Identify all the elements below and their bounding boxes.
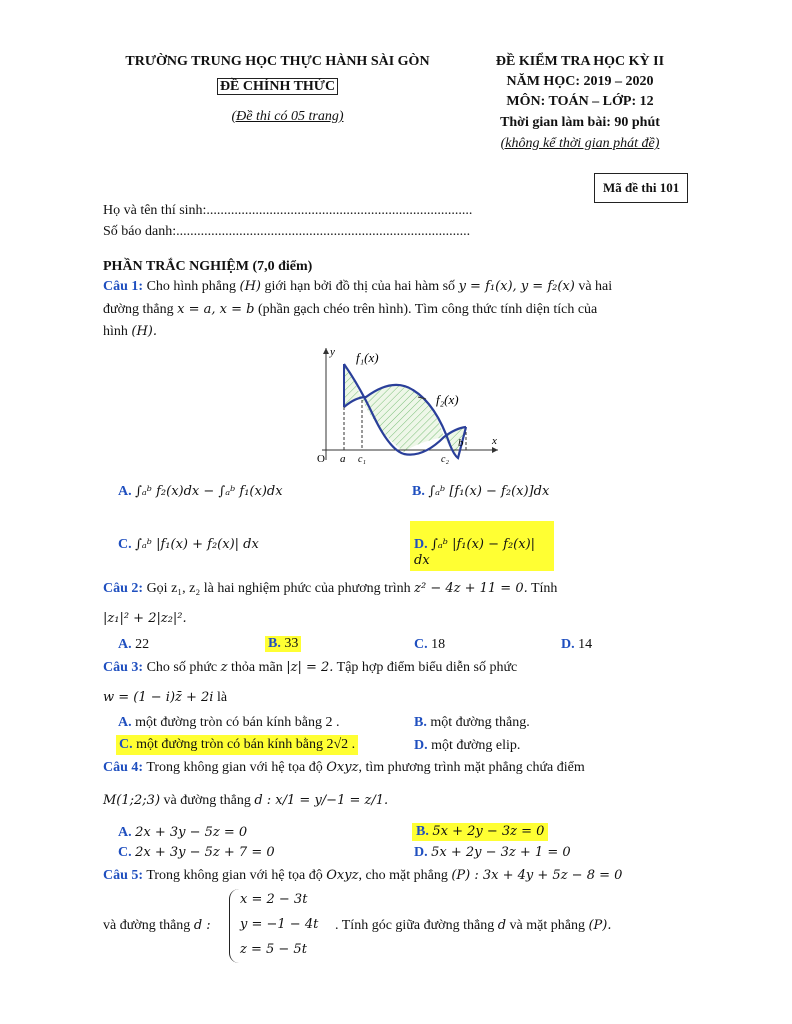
q5-text5: và mặt phẳng bbox=[509, 918, 585, 933]
x-axis-arrow bbox=[492, 447, 498, 453]
label-o: O bbox=[317, 453, 325, 465]
q2-expr: |z₁|² + 2|z₂|². bbox=[103, 611, 187, 626]
q3-cond: |z| = 2. bbox=[286, 660, 334, 675]
q3-b-label: B. bbox=[414, 715, 427, 730]
q5-brace bbox=[229, 889, 240, 963]
q1-option-a bbox=[118, 484, 283, 500]
q4-line1 bbox=[103, 760, 691, 776]
q1-line1 bbox=[103, 279, 691, 295]
q4-text2: , tìm phương trình mặt phẳng chứa điểm bbox=[358, 760, 585, 775]
student-name-line: Họ và tên thí sinh:............................................................................ bbox=[103, 203, 473, 218]
q1-b-text: ∫ₐᵇ [f₁(x) − f₂(x)]dx bbox=[428, 484, 550, 499]
q1-text-c: và hai bbox=[578, 279, 613, 294]
q4-a-text: 2x + 3y − 5z = 0 bbox=[135, 825, 248, 840]
q4-text: Trong không gian với hệ tọa độ bbox=[146, 760, 323, 775]
q4-option-c bbox=[118, 845, 275, 861]
q4-d-label: D. bbox=[414, 845, 428, 860]
exam-code: Mã đề thi 101 bbox=[594, 173, 688, 203]
q1-d-text: ∫ₐᵇ |f₁(x) − f₂(x)| dx bbox=[414, 537, 536, 568]
label-c2: c₂ bbox=[441, 454, 449, 465]
q2-line1 bbox=[103, 581, 691, 597]
q1-a-label: A. bbox=[118, 484, 132, 499]
q4-d: d : x/1 = y/−1 = z/1. bbox=[254, 793, 389, 808]
q3-label: Câu 3: bbox=[103, 660, 144, 675]
q5-line2-lead bbox=[103, 918, 211, 934]
school-year: NĂM HỌC: 2019 – 2020 bbox=[506, 74, 654, 89]
q3-line2 bbox=[103, 690, 227, 706]
q3-w: w = (1 − i)z̄ + 2i bbox=[103, 690, 214, 705]
q1-line3 bbox=[103, 324, 157, 340]
q1-b-label: B. bbox=[412, 484, 425, 499]
q5-d2: d bbox=[497, 918, 507, 933]
q3-c-text: một đường tròn có bán kính bằng 2√2 . bbox=[136, 737, 356, 752]
q2-d-value: 14 bbox=[578, 637, 593, 652]
q1-h: (H) bbox=[239, 279, 261, 294]
q4-b-label: B. bbox=[416, 824, 429, 839]
label-x: x bbox=[492, 435, 497, 447]
duration-note bbox=[470, 136, 690, 152]
q1-line2-a: đường thẳng bbox=[103, 302, 174, 317]
q2-b-label: B. bbox=[268, 636, 281, 651]
q3-d-text: một đường elip. bbox=[431, 738, 521, 753]
q3-b-text: một đường thẳng. bbox=[430, 715, 530, 730]
label-y: y bbox=[330, 346, 335, 358]
q5-p2: (P). bbox=[588, 918, 612, 933]
exam-title: ĐỀ KIỂM TRA HỌC KỲ II bbox=[495, 54, 665, 69]
q3-text: Cho số phức bbox=[146, 660, 218, 675]
q2-a-value: 22 bbox=[135, 637, 150, 652]
q3-text3: Tập hợp điểm biểu diễn số phức bbox=[336, 660, 518, 675]
y-axis-arrow bbox=[323, 348, 329, 354]
q2-text: Gọi z₁, z₂ là hai nghiệm phức của phương trình bbox=[146, 581, 411, 596]
q2-b-value: 33 bbox=[284, 636, 299, 651]
q3-text2: thỏa mãn bbox=[231, 660, 283, 675]
q2-option-d bbox=[561, 637, 592, 653]
q1-option-b bbox=[412, 484, 549, 500]
q2-option-a bbox=[118, 637, 149, 653]
q4-option-d bbox=[414, 845, 571, 861]
q3-option-c bbox=[116, 735, 358, 755]
q3-c-label: C. bbox=[119, 737, 133, 752]
q2-text2: Tính bbox=[530, 581, 558, 596]
q2-option-c bbox=[414, 637, 445, 653]
q4-option-a bbox=[118, 825, 247, 841]
student-id-line: Số báo danh:.................................................................................... bbox=[103, 224, 471, 239]
q4-a-label: A. bbox=[118, 825, 132, 840]
q2-d-label: D. bbox=[561, 637, 575, 652]
q1-lines: x = a, x = b bbox=[177, 302, 255, 317]
q5-line2-tail bbox=[335, 918, 611, 934]
q5-system-2: y = −1 − 4t bbox=[240, 917, 319, 932]
q5-p: (P) : 3x + 4y + 5z − 8 = 0 bbox=[451, 868, 623, 883]
q3-line1 bbox=[103, 660, 691, 676]
q3-a-text: một đường tròn có bán kính bằng 2 . bbox=[135, 715, 340, 730]
q5-d: d : bbox=[193, 918, 211, 933]
pages-note-text: (Đề thi có 05 trang) bbox=[231, 109, 344, 124]
q5-text2: , cho mặt phẳng bbox=[358, 868, 448, 883]
q5-text3: và đường thẳng bbox=[103, 918, 191, 933]
q3-la: là bbox=[216, 690, 228, 705]
duration: Thời gian làm bài: 90 phút bbox=[500, 115, 660, 130]
q5-oxyz: Oxyz bbox=[326, 868, 359, 883]
q5-line1 bbox=[103, 868, 691, 884]
q4-option-b bbox=[412, 823, 548, 841]
q1-d-label: D. bbox=[414, 537, 428, 552]
q4-c-text: 2x + 3y − 5z + 7 = 0 bbox=[135, 845, 275, 860]
q1-text-b: giới hạn bởi đồ thị của hai hàm số bbox=[264, 279, 456, 294]
official-label-wrap bbox=[100, 79, 455, 95]
q3-d-label: D. bbox=[414, 738, 428, 753]
q1-funcs: y = f₁(x), y = f₂(x) bbox=[458, 279, 575, 294]
q5-text: Trong không gian với hệ tọa độ bbox=[146, 868, 323, 883]
school-name: TRƯỜNG TRUNG HỌC THỰC HÀNH SÀI GÒN bbox=[125, 54, 430, 69]
subject: MÔN: TOÁN – LỚP: 12 bbox=[506, 94, 654, 109]
q3-option-a bbox=[118, 715, 339, 731]
q1-graph bbox=[308, 342, 508, 466]
official-label: ĐỀ CHÍNH THỨC bbox=[217, 78, 338, 95]
q2-c-label: C. bbox=[414, 637, 428, 652]
q1-label: Câu 1: bbox=[103, 279, 144, 294]
q1-c-text: ∫ₐᵇ |f₁(x) + f₂(x)| dx bbox=[135, 537, 259, 552]
q1-line3-text: hình bbox=[103, 324, 128, 339]
q5-system-1: x = 2 − 3t bbox=[240, 892, 308, 907]
label-f2: f₂(x) bbox=[436, 392, 459, 407]
q2-eq: z² − 4z + 11 = 0. bbox=[414, 581, 528, 596]
pages-note bbox=[100, 109, 475, 125]
q4-line2 bbox=[103, 793, 388, 809]
q1-h2: (H). bbox=[131, 324, 158, 339]
label-a: a bbox=[340, 453, 346, 465]
q3-option-b bbox=[414, 715, 530, 731]
q1-c-label: C. bbox=[118, 537, 132, 552]
q1-option-c bbox=[118, 537, 259, 553]
q2-label: Câu 2: bbox=[103, 581, 144, 596]
q3-a-label: A. bbox=[118, 715, 132, 730]
q3-z: z bbox=[220, 660, 228, 675]
q4-d-text: 5x + 2y − 3z + 1 = 0 bbox=[431, 845, 571, 860]
q2-line2 bbox=[103, 611, 187, 627]
q4-m: M(1;2;3) bbox=[103, 793, 161, 808]
label-f1: f₁(x) bbox=[356, 350, 379, 365]
q2-c-value: 18 bbox=[431, 637, 446, 652]
q1-line2 bbox=[103, 302, 691, 318]
label-c1: c₁ bbox=[358, 454, 366, 465]
q4-oxyz: Oxyz bbox=[326, 760, 359, 775]
q5-text4: . Tính góc giữa đường thẳng bbox=[335, 918, 495, 933]
duration-note-text: (không kể thời gian phát đề) bbox=[500, 136, 660, 151]
q5-system-3: z = 5 − 5t bbox=[240, 942, 307, 957]
q3-option-d bbox=[414, 738, 520, 754]
q1-line2-b: (phần gạch chéo trên hình). Tìm công thức tính diện tích của bbox=[257, 302, 598, 317]
q1-option-d bbox=[410, 521, 554, 571]
q4-c-label: C. bbox=[118, 845, 132, 860]
label-b: b bbox=[458, 437, 464, 449]
section-title: PHẦN TRẮC NGHIỆM (7,0 điểm) bbox=[103, 259, 313, 274]
q2-option-b bbox=[265, 636, 301, 652]
q2-a-label: A. bbox=[118, 637, 132, 652]
q4-text3: và đường thẳng bbox=[163, 793, 251, 808]
q4-label: Câu 4: bbox=[103, 760, 144, 775]
q1-a-text: ∫ₐᵇ f₂(x)dx − ∫ₐᵇ f₁(x)dx bbox=[135, 484, 283, 499]
q5-label: Câu 5: bbox=[103, 868, 144, 883]
q1-text-a: Cho hình phẳng bbox=[146, 279, 237, 294]
q4-b-text: 5x + 2y − 3z = 0 bbox=[432, 824, 545, 839]
